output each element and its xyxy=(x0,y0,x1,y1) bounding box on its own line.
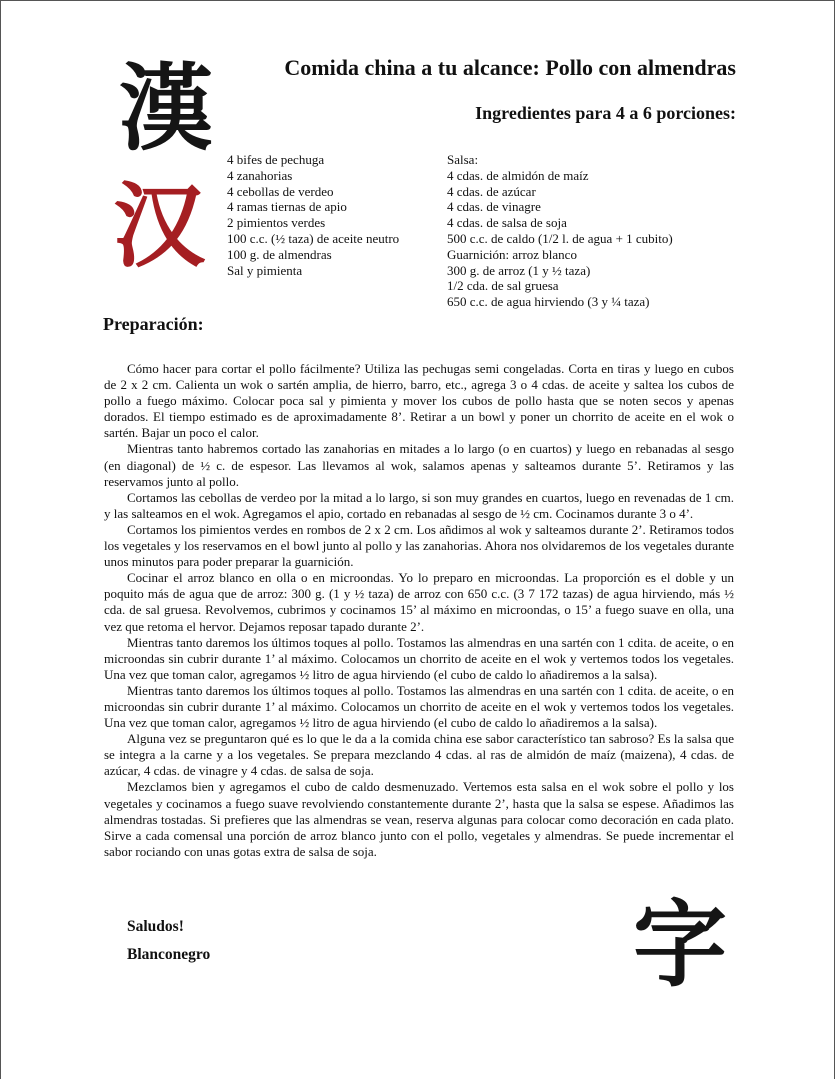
ingredient-item: 4 cebollas de verdeo xyxy=(227,183,334,199)
ingredient-item: 4 bifes de pechuga xyxy=(227,152,325,167)
preparation-text xyxy=(104,361,734,860)
chinese-character-zi: 字 xyxy=(633,891,728,1000)
ingredient-item: 4 cdas. de almidón de maíz xyxy=(447,167,589,183)
ingredient-item: Sal y pimienta xyxy=(227,262,303,278)
ingredient-item: 4 cdas. de salsa de soja xyxy=(447,215,567,231)
preparation-paragraph: Mientras tanto habremos cortado las zanahorias en mitades a lo largo (o en cuartos) y luego en rebanadas al sesgo (en diagonal) de ½ c. de espesor. Las llevamos al wok, salamos apenas y salteamos durante 5’. Retiramos y las reservamos junto al pollo. xyxy=(104,441,734,489)
ingredient-item: 300 g. de arroz (1 y ½ taza) xyxy=(447,262,591,278)
preparation-paragraph: Cómo hacer para cortar el pollo fácilmente? Utiliza las pechugas semi congeladas. Corta en tiras y luego en cubos de 2 x 2 cm. Calienta un wok o sartén amplia, de hierro, barro, etc., agrega 3 o 4 cdas. de aceite y saltea los cubos de pollo a fuego máximo. Colocar poca sal y pimienta y mover los cubos de pollo hasta que se noten secos y apenas dorados. El tiempo estimado es de aproximadamente 8’. Retirar a un bowl y poner un chorrito de aceite en el wok o sartén. Bajar un poco el calor. xyxy=(104,361,734,441)
ingredient-item: 100 c.c. (½ taza) de aceite neutro xyxy=(227,230,400,246)
ingredient-item: 4 ramas tiernas de apio xyxy=(227,199,347,215)
signature: Blanconegro xyxy=(127,946,211,963)
chinese-character-simplified: 汉 xyxy=(113,173,206,280)
closing-greeting: Saludos! xyxy=(127,918,184,935)
ingredient-item: 4 cdas. de vinagre xyxy=(447,199,541,215)
preparation-heading: Preparación: xyxy=(103,314,204,334)
preparation-paragraph: Cortamos las cebollas de verdeo por la mitad a lo largo, si son muy grandes en cuartos, luego en revenadas de 1 cm. y las salteamos en el wok. Agregamos el apio, cortado en rebanadas al sesgo de ½ cm. Cocinamos durante 3 o 4’. xyxy=(104,489,734,521)
ingredient-item: 500 c.c. de caldo (1/2 l. de agua + 1 cubito) xyxy=(447,230,673,246)
preparation-paragraph: Alguna vez se preguntaron qué es lo que le da a la comida china ese sabor característico tan sabroso? Es la salsa que se integra a la carne y a los vegetales. Se prepara mezclando 4 cdas. al ras de almidón de maíz (maizena), 4 cdas. de azúcar, 4 cdas. de vinagre y 4 cdas. de salsa de soja. xyxy=(104,731,734,779)
ingredient-item: Salsa: xyxy=(447,152,479,167)
ingredient-item: 650 c.c. de agua hirviendo (3 y ¼ taza) xyxy=(447,294,650,310)
ingredient-item: 4 zanahorias xyxy=(227,167,293,183)
ingredient-item: 100 g. de almendras xyxy=(227,246,332,262)
preparation-paragraph: Cortamos los pimientos verdes en rombos de 2 x 2 cm. Los añdimos al wok y salteamos durante 2’. Retiramos todos los vegetales y los reservamos en el bowl junto al pollo y las zanahorias. Ahora nos olvidaremos de los vegetales durante unos minutos para poder preparar la guarnición. xyxy=(104,521,734,570)
ingredient-item: 1/2 cda. de sal gruesa xyxy=(447,278,559,294)
preparation-paragraph: Cocinar el arroz blanco en olla o en microondas. Yo lo preparo en microondas. La proporción es el doble y un poquito más de agua que de arroz: 300 g. (1 y ½ taza) de arroz con 650 c.c. (3 7 172 tazas) de agua hirviendo, más ½ cda. de sal gruesa. Revolvemos, cubrimos y cocinamos 15’ al máximo en microondas, o 15’ a fuego suave en olla, una vez que retoma el hervor. Dejamos reposar tapado durante 2’. xyxy=(104,570,734,634)
page-title: Comida china a tu alcance: Pollo con almendras xyxy=(284,55,736,80)
closing-block xyxy=(127,913,210,969)
ingredients-heading: Ingredientes para 4 a 6 porciones: xyxy=(475,103,736,123)
ingredients-list-sauce xyxy=(447,152,747,310)
ingredients-list-main xyxy=(227,152,442,278)
ingredient-item: 2 pimientos verdes xyxy=(227,215,326,231)
ingredient-item: 4 cdas. de azúcar xyxy=(447,183,536,199)
chinese-character-traditional: 漢 xyxy=(119,55,214,164)
preparation-paragraph: Mezclamos bien y agregamos el cubo de caldo desmenuzado. Vertemos esta salsa en el wok sobre el pollo y los vegetales y cocinamos a fuego suave revolviendo constantemente durante 2’, hasta que la salsa se espese. Añadimos las almendras tostadas. Si prefieres que las almendras se vean, reserva algunas para colocar como decoración en cada plato. Sirve a cada comensal una porción de arroz blanco junto con el pollo, vegetales y almendras. Se puede incrementar el sabor rociando con unas gotas extra de salsa de soja. xyxy=(104,779,734,859)
ingredient-item: Guarnición: arroz blanco xyxy=(447,246,577,262)
preparation-paragraph: Mientras tanto daremos los últimos toques al pollo. Tostamos las almendras en una sartén con 1 cdita. de aceite, o en microondas sin cubrir durante 1’ al máximo. Colocamos un chorrito de aceite en el wok y vertemos todos los vegetales. Una vez que toman calor, agregamos ½ litro de agua hirviendo (el cubo de caldo lo añadiremos a la salsa). xyxy=(104,634,734,682)
preparation-paragraph: Mientras tanto daremos los últimos toques al pollo. Tostamos las almendras en una sartén con 1 cdita. de aceite, o en microondas sin cubrir durante 1’ al máximo. Colocamos un chorrito de aceite en el wok y vertemos todos los vegetales. Una vez que toman calor, agregamos ½ litro de agua hirviendo (el cubo de caldo lo añadiremos a la salsa). xyxy=(104,682,734,731)
